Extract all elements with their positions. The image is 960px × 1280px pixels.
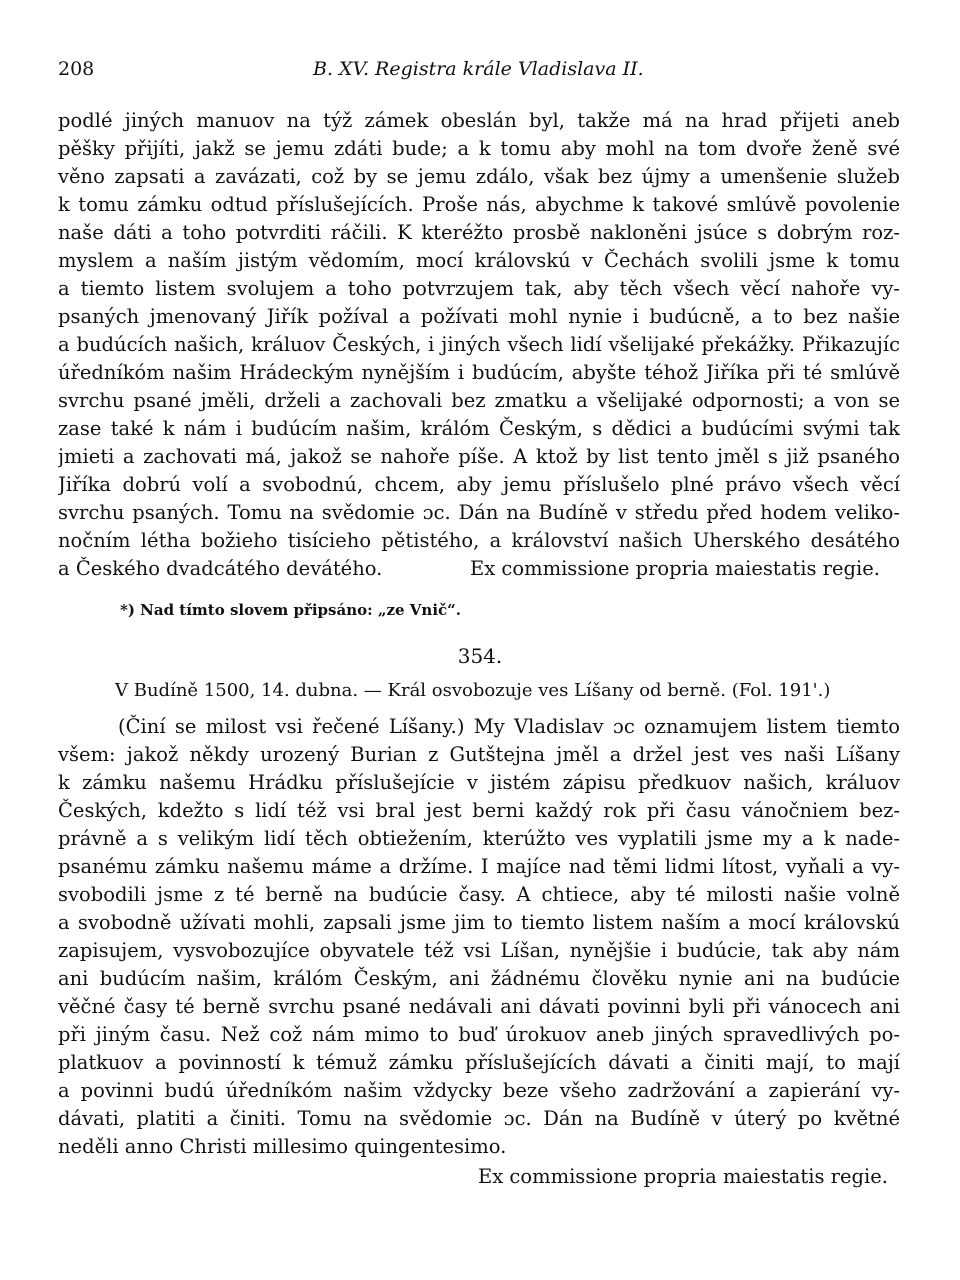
document-number: 354. (457, 644, 503, 668)
text-line: nočním létha božieho tisícieho pětistého, a království našich Uherského desátého (58, 529, 900, 552)
text-line: psaných jmenovaný Jiřík požíval a požívati mohl nynie i budúcně, a to bez našie (58, 305, 900, 328)
running-title: B. XV. Registra krále Vladislava II. (313, 58, 644, 80)
text-line: psanému zámku našemu máme a držíme. I majíce nad těmi lidmi lítost, vyňali a vy- (58, 855, 900, 878)
text-line-last: neděli anno Christi millesimo quingentesimo. (58, 1135, 507, 1158)
text-line: všem: jakož někdy urozený Burian z Gutštejna jměl a držel jest ves naši Líšany (58, 743, 900, 766)
text-line: svrchu psané jměli, drželi a zachovali bez zmatku a všelijaké odpornosti; a von se (58, 389, 900, 412)
text-line-last: a Českého dvadcátého devátého. (58, 557, 383, 580)
text-line: zapisujem, vysvobozujíce obyvatele též vsi Líšan, nynějšie i budúcie, tak aby nám (58, 939, 900, 962)
document-regest: V Budíně 1500, 14. dubna. — Král osvobozuje ves Líšany od berně. (Fol. 191'.) (115, 680, 831, 701)
page-number: 208 (58, 58, 95, 80)
text-line: naše dáti a toho potvrditi ráčili. K kteréžto prosbě nakloněni jsúce s dobrým roz- (58, 221, 900, 244)
text-line: a povinni budú úředníkóm našim vždycky beze všeho zadržování a zapierání vy- (58, 1079, 900, 1102)
text-line: a tiemto listem svolujem a toho potvrzujem tak, aby těch všech věcí nahoře vy- (58, 277, 900, 300)
text-line: věno zapsati a zavázati, což by se jemu zdálo, však bez újmy a umenšenie služeb (58, 165, 900, 188)
text-line: ani budúcím našim, králóm Českým, ani žádnému člověku nynie ani na budúcie (58, 967, 900, 990)
footnote: *) Nad tímto slovem připsáno: „ze Vnič“. (120, 601, 462, 619)
page-header (58, 58, 902, 88)
chancery-note: Ex commissione propria maiestatis regie. (478, 1165, 888, 1188)
text-line: k zámku našemu Hrádku příslušejície v jistém zápisu předkuov našich, králuov (58, 771, 900, 794)
text-line: Českých, kdežto s lidí též vsi bral jest berni každý rok při času vánočniem bez- (58, 799, 900, 822)
text-line: dávati, platiti a činiti. Tomu na svědomie ɔc. Dán na Budíně v úterý po květné (58, 1107, 900, 1130)
text-line-first: (Činí se milost vsi řečené Líšany.) My Vladislav ɔc oznamujem listem tiemto (118, 715, 900, 738)
text-line: podlé jiných manuov na týž zámek obeslán byl, takže má na hrad přijeti aneb (58, 109, 900, 132)
text-line: úředníkóm našim Hrádeckým nynějším i budúcím, abyšte téhož Jiříka při té smlúvě (58, 361, 900, 384)
text-line: pěšky přijíti, jakž se jemu zdáti bude; a k tomu aby mohl na tom dvoře ženě své (58, 137, 900, 160)
text-line: myslem a naším jistým vědomím, mocí královskú v Čechách svolili jsme k tomu (58, 249, 900, 272)
text-line: platkuov a povinností k témuž zámku příslušejících dávati a činiti mají, to mají (58, 1051, 900, 1074)
text-line: při jiným času. Než což nám mimo to buď úrokuov aneb jiných spravedlivých po- (58, 1023, 900, 1046)
text-line: jmieti a zachovati má, jakož se nahoře píše. A ktož by list tento jměl s již psaného (58, 445, 900, 468)
chancery-note: Ex commissione propria maiestatis regie. (470, 557, 880, 580)
text-line: a budúcích našich, králuov Českých, i jiných všech lidí všelijaké překážky. Přikazujíc (58, 333, 900, 356)
text-line: svrchu psaných. Tomu na svědomie ɔc. Dán na Budíně v středu před hodem veliko- (58, 501, 900, 524)
text-line: věčné časy té berně svrchu psané nedávali ani dávati povinni byli při vánocech ani (58, 995, 900, 1018)
text-line: svobodili jsme z té berně na budúcie časy. A chtiece, aby té milosti našie volně (58, 883, 900, 906)
text-line: a svobodně užívati mohli, zapsali jsme jim to tiemto listem naším a mocí královskú (58, 911, 900, 934)
text-line: k tomu zámku odtud příslušejících. Proše nás, abychme k takové smlúvě povolenie (58, 193, 900, 216)
text-line: právně a s velikým lidí těch obtiežením, kterúžto ves vyplatili jsme my a k nade- (58, 827, 900, 850)
text-line: zase také k nám i budúcím našim, králóm Českým, s dědici a budúcími svými tak (58, 417, 900, 440)
text-line: Jiříka dobrú volí a svobodnú, chcem, aby jemu příslušelo plné právo všech věcí (58, 473, 900, 496)
